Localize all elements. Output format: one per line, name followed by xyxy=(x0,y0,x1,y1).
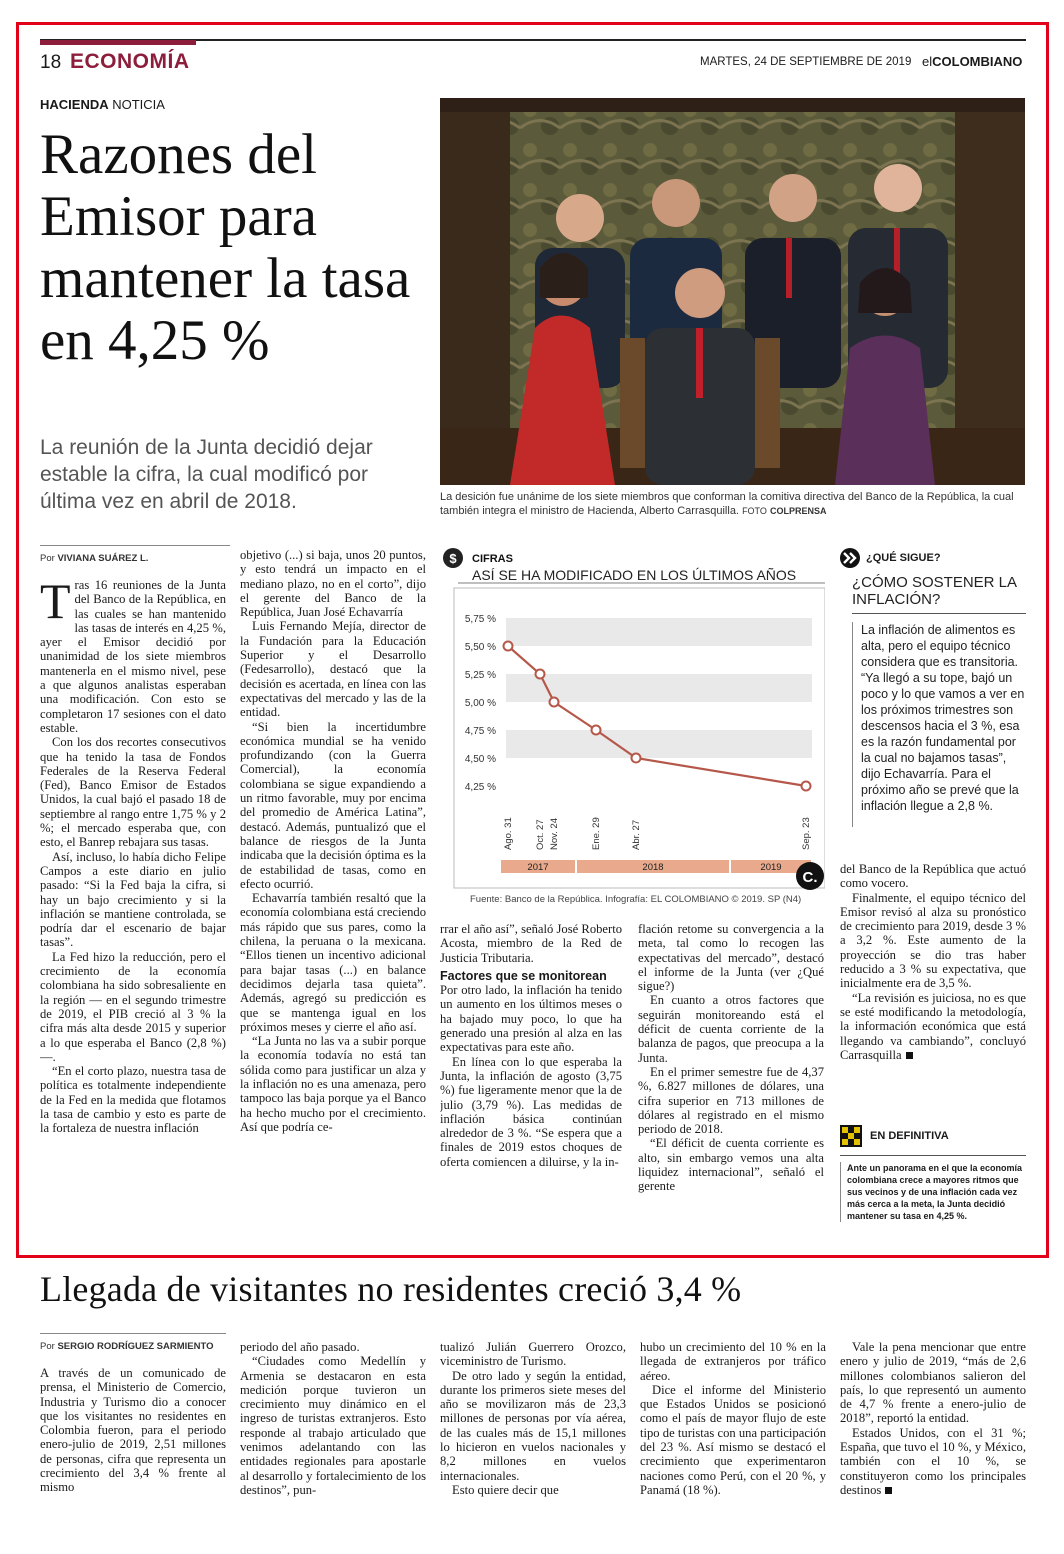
paragraph: Con los dos recortes consecutivos que ha tenido la tasa de Fondos Federales de la Reserva Federal (Fed), Banco Emisor de Estados Unidos, la cual bajó el pasado 18 de septiembre al rango entre 1,75 % y 2 %; el mercado esperaba que, con esto, el Banrep rebajara sus tasas. xyxy=(40,735,226,850)
year-label: 2019 xyxy=(760,862,782,873)
paragraph: flación retome su convergencia a la meta, tal como lo recogen las expectativas del mercado”, destacó el informe de la Junta (ver ¿Qué sigue?) xyxy=(638,922,824,994)
en-definitiva-label: EN DEFINITIVA xyxy=(870,1130,949,1142)
que-sigue-text: La inflación de alimentos es alta, pero el equipo técnico considera que es transitoria. “Ya llegó a su tope, bajó un poco y lo que vamos a ver en los próximos trimestres son descensos hacia el 3 %, esa es la razón fundamental por la cual no bajamos tasas”, dijo Echavarría. Para el próximo año se prevé que la inflación llegue a 2,8 %. xyxy=(852,622,1026,827)
paragraph-text: Estados Unidos, con el 31 %; España, que tuvo el 10 %, y México, también con el 10 %, se constituyeron como los principales destinos xyxy=(840,1425,1026,1497)
paragraph: En línea con lo que esperaba la Junta, la inflación de agosto (3,75 %) fue ligeramente menor que la de julio (3,79 %). Las medidas de inflación básica continúan alrededor de 3 %. “Se espera que a finales de 2019 estos choques de oferta comiencen a diluirse, y la in- xyxy=(440,1054,622,1169)
x-tick-label: Ene. 29 xyxy=(591,817,602,850)
y-tick-label: 4,50 % xyxy=(464,754,496,765)
data-point xyxy=(504,642,513,651)
paragraph: “Ciudades como Medellín y Armenia se destacaron en esta medición porque tuvieron un crecimiento muy dinámico en el ingreso de turistas extranjeros. Esto responde al trabajo articulado que venimos adelantando con las entidades regionales para apostarle al desarrollo y fortalecimiento de los destinos”, pun- xyxy=(240,1354,426,1497)
article-column-5 xyxy=(840,862,1026,1112)
drop-cap: T xyxy=(40,578,71,629)
paragraph: “En el corto plazo, nuestra tasa de política es totalmente independiente de la Fed en la medida que flotamos la tasa de cambio y esto es parte de la fortaleza de nuestra inflación xyxy=(40,1064,226,1136)
x-tick-label: Abr. 27 xyxy=(631,819,642,850)
section-name: ECONOMÍA xyxy=(70,50,190,73)
paragraph xyxy=(840,991,1026,1062)
byline-rule xyxy=(40,545,230,546)
paragraph: A través de un comunicado de prensa, el Ministerio de Comercio, Industria y Turismo dio a conocer que los visitantes no residentes en Colombia fueron, para el periodo enero-julio de 2019, 2,51 millones de personas, cifra que representa un crecimiento del 3,4 % frente al mismo xyxy=(40,1366,226,1495)
paragraph: hubo un crecimiento del 10 % en la llegada de extranjeros por tráfico aéreo. xyxy=(640,1340,826,1383)
issue-date: MARTES, 24 DE SEPTIEMBRE DE 2019 xyxy=(700,56,912,68)
article-kicker xyxy=(40,97,165,112)
en-definitiva-box xyxy=(840,1125,1026,1222)
kicker-topic: HACIENDA xyxy=(40,97,109,112)
paragraph: Luis Fernando Mejía, director de la Fundación para la Educación Superior y el Desarrollo (Fedesarrollo), destacó que la decisión es acertada, en línea con las expectativas del mercado y las de la entidad. xyxy=(240,619,426,720)
article-subhead: Factores que se monitorean xyxy=(440,968,607,983)
paragraph: “El déficit de cuenta corriente es alto, sin embargo vemos una alta liquidez internacional”, señaló el gerente xyxy=(638,1136,824,1194)
newspaper-logo xyxy=(922,54,1022,69)
paragraph: periodo del año pasado. xyxy=(240,1340,360,1354)
paragraph: “Si bien la incertidumbre económica mundial se ha venido profundizando (con la Guerra Comercial), la economía colombiana se sigue expandiendo a un ritmo favorable, muy por encima del promedio de América Latina”, destacó. Además, puntualizó que el balance de riesgos de la Junta indicaba que la decisión óptima es la de estabilidad de tasas, como en efecto ocurrió. xyxy=(240,719,426,891)
y-tick-label: 5,00 % xyxy=(464,698,496,709)
y-tick-label: 5,75 % xyxy=(464,614,496,625)
article-column-4 xyxy=(638,922,824,1252)
grid-band xyxy=(506,730,812,758)
photo-caption xyxy=(440,490,1025,518)
en-definitiva-header xyxy=(840,1125,1026,1147)
paragraph: tualizó Julián Guerrero Orozco, viceministro de Turismo. xyxy=(440,1340,626,1369)
checker-icon xyxy=(840,1125,862,1147)
article2-column-4 xyxy=(640,1340,826,1540)
data-point xyxy=(550,698,559,707)
article-column-3 xyxy=(440,922,622,1252)
cifras-infographic xyxy=(440,548,825,908)
article-column-2 xyxy=(240,548,426,1248)
data-point xyxy=(632,754,641,763)
y-tick-label: 5,50 % xyxy=(464,642,496,653)
rate-line xyxy=(508,646,806,786)
y-tick-label: 4,75 % xyxy=(464,726,496,737)
article-deck: La reunión de la Junta decidió dejar estable la cifra, la cual modificó por última vez en abril de 2018. xyxy=(40,436,373,513)
data-point xyxy=(592,726,601,735)
article2-column-1 xyxy=(40,1366,226,1546)
que-sigue-label: ¿QUÉ SIGUE? xyxy=(866,552,941,564)
en-definitiva-text: Ante un panorama en el que la economía colombiana crece a mayores ritmos que sus vecinos y de una inflación cada vez más cerca a la meta, la Junta decidió mantener su tasa en 4,25 %. xyxy=(840,1162,1026,1222)
byline2-author: SERGIO RODRÍGUEZ SARMIENTO xyxy=(57,1341,214,1352)
paragraph-text: ras 16 reuniones de la Junta del Banco de la República, en las cuales se han mantenido las tasas de interés en 4,25 %, ayer el Emisor decidió por unanimidad de los siete miembros mantenerla en el mismo nivel, pese a que algunos analistas esperaban una modificación. Con esto se completaron 17 sesiones con el dato estable. xyxy=(40,578,226,735)
board-photo xyxy=(440,98,1025,485)
byline xyxy=(40,553,148,564)
que-sigue-box xyxy=(840,548,1026,827)
year-label: 2018 xyxy=(642,862,664,873)
byline2-rule xyxy=(40,1333,226,1334)
board-photo-illustration xyxy=(440,98,1025,485)
grid-band xyxy=(506,618,812,646)
byline-author: VIVIANA SUÁREZ L. xyxy=(57,553,149,564)
end-of-article-mark xyxy=(906,1052,913,1059)
rate-chart xyxy=(440,548,825,893)
caption-credit-label: FOTO xyxy=(742,506,767,516)
que-sigue-heading: ¿CÓMO SOSTENER LA INFLACIÓN? xyxy=(852,574,1017,608)
y-tick-label: 4,25 % xyxy=(464,782,496,793)
article2-column-2 xyxy=(240,1340,426,1540)
data-point xyxy=(802,782,811,791)
byline2 xyxy=(40,1341,214,1352)
que-sigue-rule xyxy=(852,613,1026,614)
x-tick-label: Oct. 27 xyxy=(535,819,546,850)
que-sigue-header xyxy=(840,548,1026,568)
byline-prefix: Por xyxy=(40,553,55,564)
article2-column-5 xyxy=(840,1340,1026,1540)
paragraph: En cuanto a otros factores que seguirán monitoreando está el déficit de cuenta corriente de la balanza de pagos, que preocupa a la Junta. xyxy=(638,993,824,1065)
paragraph: rrar el año así”, señaló José Roberto Acosta, miembro de la Red de Justicia Tributaria. xyxy=(440,922,622,965)
page-number: 18 xyxy=(40,52,62,73)
y-tick-label: 5,25 % xyxy=(464,670,496,681)
end-of-article-mark xyxy=(885,1487,892,1494)
paragraph: En el primer semestre fue de 4,37 %, 6.827 millones de dólares, una cifra superior en 713 millones de dólares al registrado en el mismo periodo de 2018. xyxy=(638,1064,824,1137)
paragraph: Vale la pena mencionar que entre enero y julio de 2019, “más de 2,6 millones colombianos salieron del país, lo que representó un aumento de 4,7 % frente a enero-julio de 2018”, reportó la entidad. xyxy=(840,1340,1026,1426)
x-tick-label: Nov. 24 xyxy=(549,817,560,850)
paragraph: Echavarría también resaltó que la economía colombiana está creciendo más rápido que sus pares, como la chilena, la peruana o la mexicana. “Ellos tienen un incentivo adicional para bajar tasas (...) en balance decidimos dejarla tasa quieta”. Además, agregó su predicción es que se mantenga igual en los próximos meses y cierre el año así. xyxy=(240,891,426,1034)
logo-c-letter: C. xyxy=(802,869,818,886)
front-row-people xyxy=(510,253,935,485)
paragraph: Dice el informe del Ministerio que Estados Unidos se posicionó como el país de mayor flujo de este tipo de turistas con una participación del 23 %. Así mismo se destacó el crecimiento que experimentaron naciones como Perú, con el 20 %, y Panamá (18 %). xyxy=(640,1382,826,1497)
chart-source: Fuente: Banco de la República. Infografía: EL COLOMBIANO © 2019. SP (N4) xyxy=(470,894,802,905)
caption-text: La desición fue unánime de los siete miembros que conforman la comitiva directiva del Banco de la República, la cual también integra el ministro de Hacienda, Alberto Carrasquilla. xyxy=(440,491,1014,517)
paragraph: Así, incluso, lo había dicho Felipe Campos a este diario en julio pasado: “Si la Fed baja la cifra, si hay un bajo crecimiento y si la inflación se mantiene controlada, se podría dar el escenario de bajar tasas”. xyxy=(40,849,226,950)
paragraph: “La Junta no las va a subir porque la economía todavía no está tan sólida como para justificar un alza y la inflación no es una amenaza, pero tampoco las baja porque ya el Banco ha hecho mucho por el crecimiento. Así que podría ce- xyxy=(240,1034,426,1134)
paragraph: del Banco de la República que actuó como vocero. xyxy=(840,862,1026,891)
paragraph: La Fed hizo la reducción, pero el crecimiento de la economía colombiana ha sido sobresaliente en la región — en el segundo trimestre de 2019, el PIB creció al 3 % la cifra más alta desde 2015 y superior a lo que esperaba el Banco (2,8 %)—. xyxy=(40,949,226,1064)
data-point xyxy=(536,670,545,679)
logo-prefix: el xyxy=(922,54,933,69)
article-headline: Razones del Emisor para mantener la tasa en 4,25 % xyxy=(40,123,411,372)
paragraph xyxy=(40,578,226,735)
logo-name: COLOMBIANO xyxy=(932,54,1023,69)
paragraph: objetivo (...) si baja, unos 20 puntos, y esto tendrá un impacto en el mediano plazo, no en el corto”, dijo el gerente del Banco de la República, Juan José Echavarría xyxy=(240,548,426,620)
section-color-bar xyxy=(40,40,196,45)
x-tick-label: Sep. 23 xyxy=(801,817,812,850)
x-tick-label: Ago. 31 xyxy=(503,817,514,850)
paragraph: Por otro lado, la inflación ha tenido un aumento en los últimos meses o ha bajado muy poco, lo que ha generado una presión al alza en las expectativas para este año. xyxy=(440,983,622,1055)
article2-column-3 xyxy=(440,1340,626,1540)
cifras-label: CIFRAS xyxy=(472,553,513,565)
paragraph xyxy=(840,1426,1026,1497)
paragraph-text: “La revisión es juiciosa, no es que se esté modificando la metodología, la información económica que está llegando va cambiando”, concluyó Carrasquilla xyxy=(840,990,1026,1062)
en-definitiva-rule xyxy=(840,1155,1026,1156)
article-column-1 xyxy=(40,578,226,1248)
forward-arrows-icon xyxy=(840,548,860,568)
cifras-title: ASÍ SE HA MODIFICADO EN LOS ÚLTIMOS AÑOS xyxy=(472,567,797,583)
article2-headline: Llegada de visitantes no residentes creció 3,4 % xyxy=(40,1269,742,1309)
kicker-type: NOTICIA xyxy=(108,97,165,112)
dollar-icon-glyph: $ xyxy=(449,551,457,566)
paragraph: Esto quiere decir que xyxy=(452,1482,559,1497)
byline2-prefix: Por xyxy=(40,1341,55,1352)
caption-credit: COLPRENSA xyxy=(769,506,827,516)
paragraph: Finalmente, el equipo técnico del Emisor revisó al alza su pronóstico de crecimiento para 2019, desde 3 % a 3,2 %. Este aumento de la proyección se dio tras haber reducido a 3 % su expectativa, que inicialmente era de 3,5 %. xyxy=(840,890,1026,991)
paragraph: De otro lado y según la entidad, durante los primeros siete meses del año se movilizaron más de 23,3 millones de personas por vía aérea, de las cuales más de 15,1 millones lo hicieron en vuelos nacionales y 8,2 millones en vuelos internacionales. xyxy=(440,1368,626,1483)
year-label: 2017 xyxy=(527,862,549,873)
